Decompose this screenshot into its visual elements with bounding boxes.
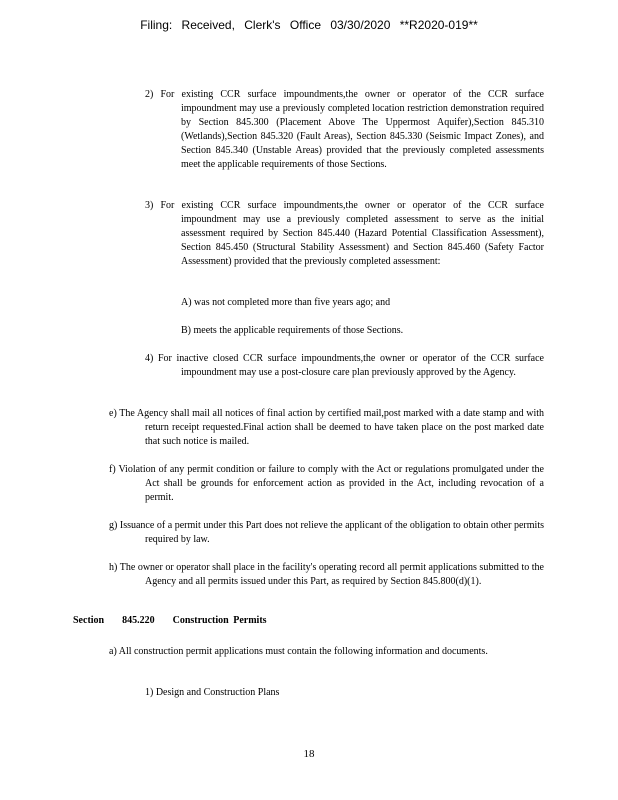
section-heading [73, 615, 285, 626]
section-number: 845.220 [122, 615, 155, 626]
filing-header: Filing: Received, Clerk's Office 03/30/2020 **R2020-019** [140, 18, 478, 32]
paragraph-e: e) The Agency shall mail all notices of final action by certified mail,post marked with a date stamp and with return receipt requested.Final action shall be deemed to have taken place on the post marked date that such notice is mailed. [109, 408, 544, 447]
paragraph-section-a1: 1) Design and Construction Plans [145, 687, 280, 698]
paragraph-d3: 3) For existing CCR surface impoundments,the owner or operator of the CCR surface impoundment may use a previously completed assessment to serve as the initial assessment required by Section 845.440 (Hazard Potential Classification Assessment), Section 845.450 (Structural Stability Assessment) and Section 845.460 (Safety Factor Assessment) provided that the previously completed assessment: [145, 200, 544, 267]
section-title: Construction Permits [172, 615, 267, 626]
paragraph-d3b: B) meets the applicable requirements of those Sections. [181, 325, 404, 336]
paragraph-d2: 2) For existing CCR surface impoundments,the owner or operator of the CCR surface impoundment may use a previously completed location restriction demonstration required by Section 845.300 (Placement Above The Uppermost Aquifer),Section 845.310 (Wetlands),Section 845.320 (Fault Areas), Section 845.330 (Seismic Impact Zones), and Section 845.340 (Unstable Areas) provided that the previously completed assessments meet the applicable requirements of those Sections. [145, 89, 544, 170]
section-label: Section [73, 615, 105, 626]
paragraph-f: f) Violation of any permit condition or failure to comply with the Act or regulations promulgated under the Act shall be grounds for enforcement action as provided in the Act, including revocation of a permit. [109, 464, 544, 503]
paragraph-d4: 4) For inactive closed CCR surface impoundments,the owner or operator of the CCR surface impoundment may use a post-closure care plan previously approved by the Agency. [145, 353, 544, 378]
paragraph-h: h) The owner or operator shall place in the facility's operating record all permit applications submitted to the Agency and all permits issued under this Part, as required by Section 845.800(d)(1). [109, 562, 544, 587]
paragraph-g: g) Issuance of a permit under this Part does not relieve the applicant of the obligation to obtain other permits required by law. [109, 520, 544, 545]
paragraph-section-a: a) All construction permit applications must contain the following information and documents. [109, 646, 488, 657]
page-number: 18 [303, 748, 315, 760]
paragraph-d3a: A) was not completed more than five years ago; and [181, 297, 391, 308]
